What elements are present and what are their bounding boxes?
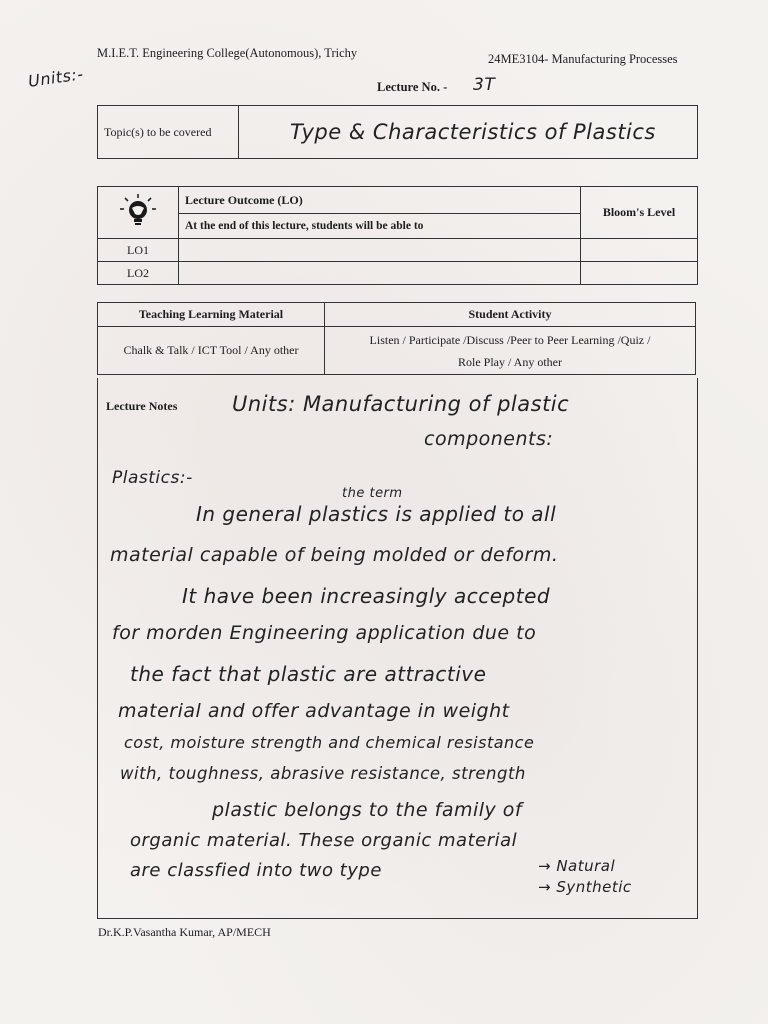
lo1-label: LO1 [98,239,179,262]
notes-insert: the term [342,486,403,501]
activity-header: Student Activity [325,303,696,327]
topic-label: Topic(s) to be covered [98,106,239,159]
outcome-title: Lecture Outcome (LO) [179,187,581,214]
notes-line-4: for morden Engineering application due to [112,622,537,644]
notes-line-9: plastic belongs to the family of [212,799,523,821]
lo1-bloom [581,239,698,262]
notes-line-3: It have been increasingly accepted [182,584,551,608]
outcome-subtitle: At the end of this lecture, students will be able to [179,214,581,239]
notes-heading-1: Units: Manufacturing of plastic [232,392,570,416]
margin-note: Units:- [26,64,85,91]
activity-line-1: Listen / Participate /Discuss /Peer to Peer Learning /Quiz / [369,332,651,347]
topic-table [97,105,698,159]
teaching-material-table [97,302,696,375]
material-value: Chalk & Talk / ICT Tool / Any other [98,327,325,375]
footer-author: Dr.K.P.Vasantha Kumar, AP/MECH [98,925,271,939]
lecture-number-label: Lecture No. - [377,80,448,94]
notes-line-2: material capable of being molded or deform. [110,544,559,566]
lecture-outcome-table [97,186,698,285]
lo2-value [179,262,581,285]
college-name: M.I.E.T. Engineering College(Autonomous), Trichy [97,46,358,60]
notes-line-8: with, toughness, abrasive resistance, strength [120,764,526,783]
course-code: 24ME3104- Manufacturing Processes [488,52,678,66]
notes-subheading: Plastics:- [112,468,193,488]
bulb-icon [98,187,179,239]
lecture-number-value: 3T [473,75,496,95]
notes-heading-2: components: [424,428,554,450]
bloom-level-header: Bloom's Level [581,187,698,239]
topic-value: Type & Characteristics of Plastics [239,106,698,159]
notes-line-1: In general plastics is applied to all [196,502,557,526]
notes-line-6: material and offer advantage in weight [118,700,510,722]
notes-line-10: organic material. These organic material [130,830,518,851]
lo1-value [179,239,581,262]
lecture-notes-label: Lecture Notes [106,399,178,413]
material-header: Teaching Learning Material [98,303,325,327]
notes-line-5: the fact that plastic are attractive [130,662,487,686]
lo2-label: LO2 [98,262,179,285]
activity-value [325,327,696,375]
lo2-bloom [581,262,698,285]
notes-line-11: are classfied into two type [130,860,382,881]
notes-line-7: cost, moisture strength and chemical resistance [124,733,535,752]
activity-line-2: Role Play / Any other [458,354,562,369]
notes-type-natural: → Natural [538,857,616,875]
notes-type-synthetic: → Synthetic [538,878,632,896]
